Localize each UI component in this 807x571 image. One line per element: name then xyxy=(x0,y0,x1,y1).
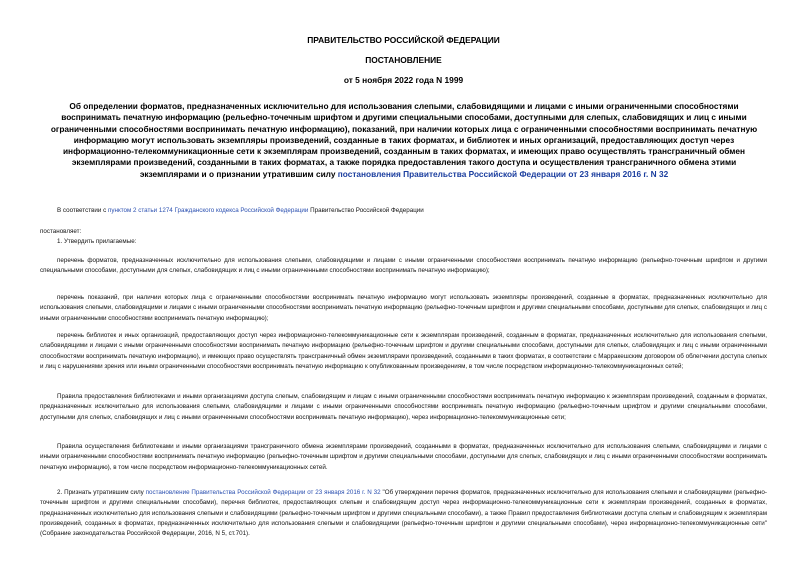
preamble-text-end: Правительство Российской Федерации xyxy=(308,207,424,214)
list-item-formats: перечень форматов, предназначенных исключительно для использования слепыми, слабовидящими и лицами с иными ограниченными способностями воспринимать печатную информацию (рельефно-точечным шрифтом и другими специальными способами, доступными для слепых, слабовидящих и лиц с иными ограниченными способностями воспринимать печатную информацию); xyxy=(40,257,767,275)
document-type-heading: ПОСТАНОВЛЕНИЕ xyxy=(365,55,442,65)
government-heading: ПРАВИТЕЛЬСТВО РОССИЙСКОЙ ФЕДЕРАЦИИ xyxy=(307,35,500,45)
resolves-line: постановляет: xyxy=(40,228,82,235)
list-item-access-rules: Правила предоставления библиотеками и иными организациями доступа слепым, слабовидящим и лицам с иными ограниченными способностями воспринимать печатную информацию к экземплярам произведений, созданным в форматах, предназначенных исключительно для использования слепыми, слабовидящими и лицами с иными ограниченными способностями воспринимать печатную информацию (рельефно-точечным шрифтом и другими специальными способами, доступными для слепых, слабовидящих и лиц с иными ограниченными способностями воспринимать печатную информацию), через информационно-телекоммуникационные сети; xyxy=(40,393,767,421)
item-2 xyxy=(40,488,767,539)
preamble-text-start: В соответствии с xyxy=(57,207,108,214)
item-2-text-start: 2. Признать утратившим силу xyxy=(57,489,146,496)
title-repealed-link[interactable]: постановления Правительства Российской Федерации от 23 января 2016 г. N 32 xyxy=(337,168,669,179)
preamble xyxy=(40,206,767,216)
item-1: 1. Утвердить прилагаемые: xyxy=(57,238,137,245)
list-item-exchange-rules: Правила осуществления библиотеками и иными организациями трансграничного обмена экземплярами произведений, созданными в форматах, предназначенных исключительно для использования слепыми, слабовидящими и лицами с иными ограниченными способностями воспринимать печатную информацию (рельефно-точечным шрифтом и другими специальными способами, доступными для слепых, слабовидящих и лиц с иными ограниченными способностями воспринимать печатную информацию), в том числе посредством информационно-телекоммуникационных сетей. xyxy=(40,443,767,471)
date-number-heading: от 5 ноября 2022 года N 1999 xyxy=(343,75,464,85)
list-item-libraries: перечень библиотек и иных организаций, предоставляющих доступ через информационно-телекоммуникационные сети к экземплярам произведений, созданным в форматах, предназначенных исключительно для использования слепыми, слабовидящими и лицами с иными ограниченными способностями воспринимать печатную информацию (рельефно-точечным шрифтом и другими специальными способами, доступными для слепых, слабовидящих и лиц с иными ограниченными способностями воспринимать печатную информацию), и имеющих право осуществлять трансграничный обмен экземплярами произведений, созданными в таких форматах, в соответствии с Марракешским договором об облегчении доступа слепых и лиц с нарушениями зрения или иными ограниченными способностями воспринимать печатную информацию к опубликованным произведениям, в том числе посредством информационно-телекоммуникационных сетей; xyxy=(40,332,767,370)
item-2-text-end: "Об утверждении перечня форматов, предназначенных исключительно для использования слепыми и слабовидящими (рельефно-точечным шрифтом и другими специальными способами), перечня библиотек, предоставляющих слепым и слабовидящим доступ через информационно-телекоммуникационные сети к экземплярам произведений, созданных в форматах, предназначенных исключительно для использования слепыми и слабовидящими (рельефно-точечным шрифтом и другими специальными способами), а также Правил предоставления библиотеками доступа слепым и слабовидящим к экземплярам произведений, созданных в форматах, предназначенных исключительно для использования слепыми и слабовидящими (рельефно-точечным шрифтом и другими специальными способами), через информационно-телекоммуникационные сети" (Собрание законодательства Российской Федерации, 2016, N 5, ст.701). xyxy=(40,489,767,538)
title-text: Об определении форматов, предназначенных исключительно для использования слепыми, слабовидящими и лицами с иными ограниченными способностями воспринимать печатную информацию (рельефно-точечным шрифтом и другими специальными способами, доступными для слепых, слабовидящих и лиц с иными ограниченными способностями воспринимать печатную информацию), показаний, при наличии которых лица с ограниченными способностями воспринимать печатную информацию могут использовать экземпляры произведений, созданные в таких форматах, и библиотек и иных организаций, предоставляющих доступ через информационно-телекоммуникационные сети к экземплярам произведений, созданным в таких форматах, и имеющих право осуществлять трансграничный обмен экземплярами произведений, созданными в таких форматах, а также порядка предоставления такого доступа и осуществления трансграничного обмена этими экземплярами и о признании утратившим силу xyxy=(50,101,758,179)
document-title xyxy=(44,101,764,180)
repealed-resolution-link[interactable]: постановление Правительства Российской Федерации от 23 января 2016 г. N 32 xyxy=(145,489,381,496)
civil-code-link[interactable]: пунктом 2 статьи 1274 Гражданского кодекса Российской Федерации xyxy=(107,207,309,214)
list-item-indications: перечень показаний, при наличии которых лица с ограниченными способностями воспринимать печатную информацию могут использовать экземпляры произведений, созданные в форматах, предназначенных исключительно для использования слепыми, слабовидящими и лицами с иными ограниченными способностями воспринимать печатную информацию (рельефно-точечным шрифтом и другими специальными способами, доступными для слепых, слабовидящих и лиц с иными ограниченными способностями воспринимать печатную информацию); xyxy=(40,294,767,322)
